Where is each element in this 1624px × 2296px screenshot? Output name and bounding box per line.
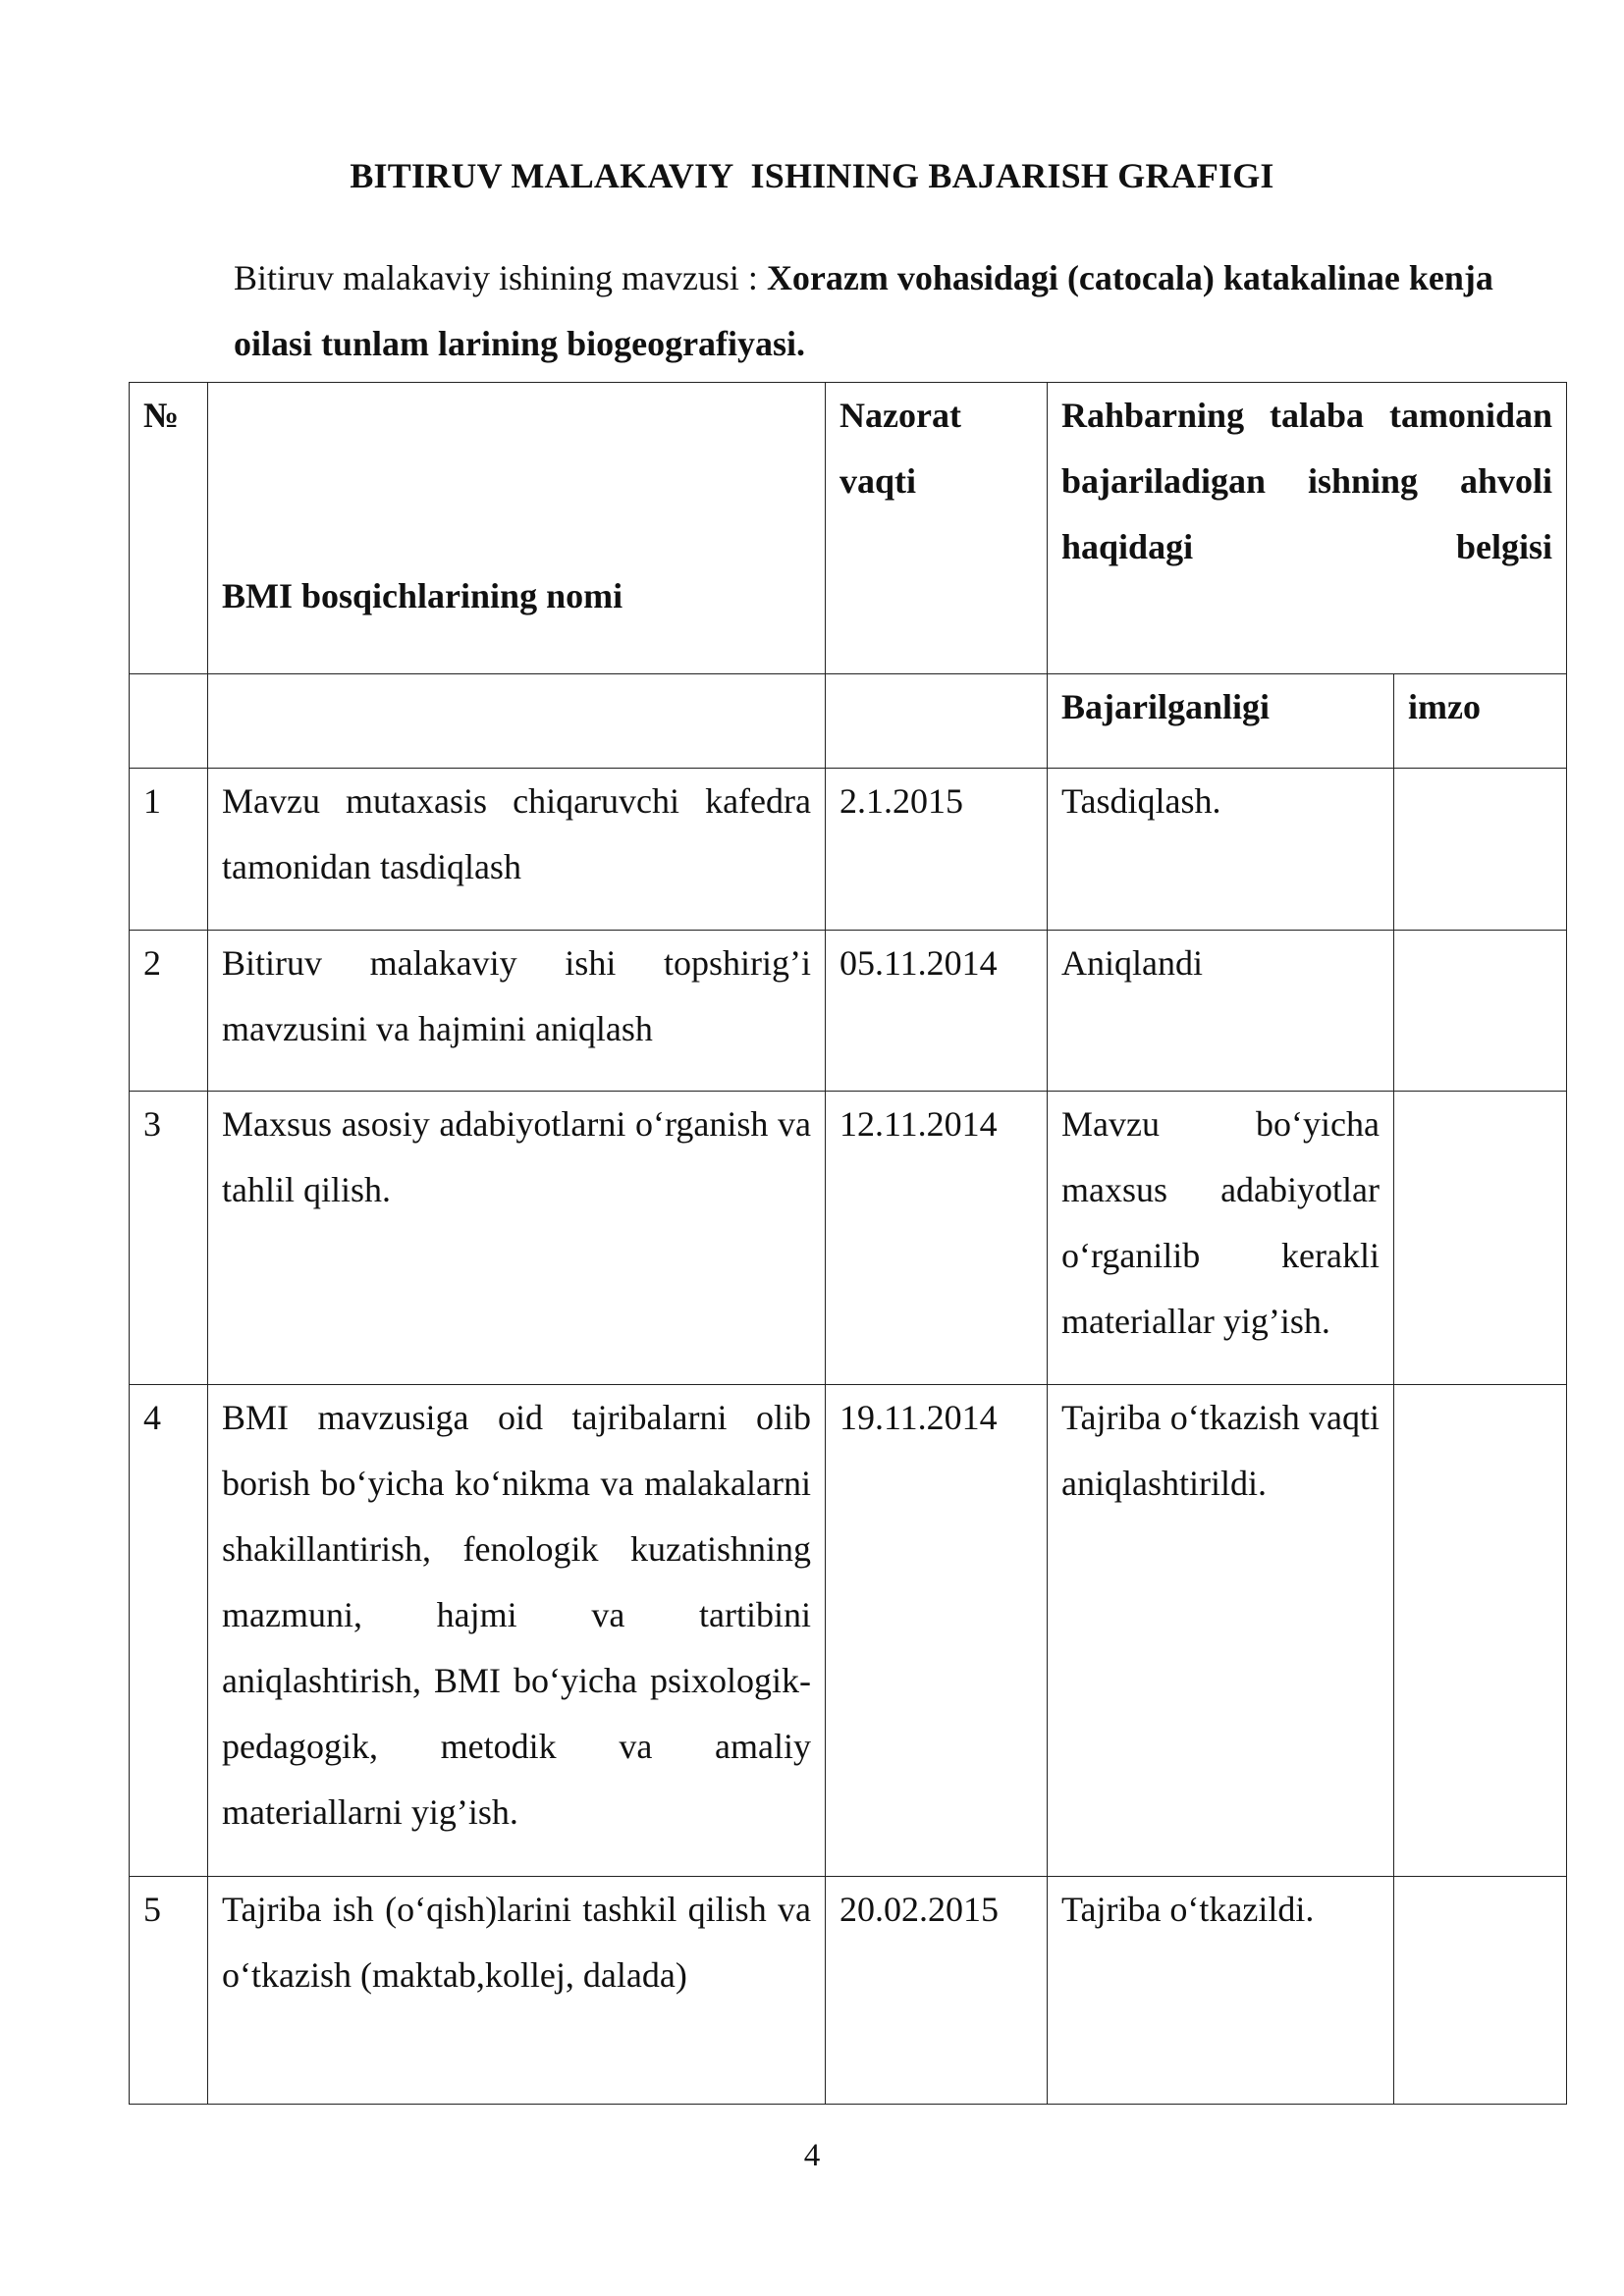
- row-signature: [1394, 1092, 1567, 1385]
- row-signature: [1394, 1385, 1567, 1877]
- header-signature: imzo: [1394, 674, 1567, 769]
- row-stage: Mavzu mutaxasis chiqaruvchi kafedra tamonidan tasdiqlash: [208, 769, 826, 931]
- row-completion: Tajriba o‘tkazildi.: [1048, 1877, 1394, 2105]
- table-row: [130, 769, 1567, 931]
- row-number: 1: [130, 769, 208, 931]
- page-number: 4: [803, 2138, 821, 2173]
- document-title: BITIRUV MALAKAVIY ISHINING BAJARISH GRAFIGI: [350, 156, 1274, 195]
- subheader-empty-cell: [130, 674, 208, 769]
- row-number: 3: [130, 1092, 208, 1385]
- row-date: 19.11.2014: [826, 1385, 1048, 1877]
- row-date: 2.1.2015: [826, 769, 1048, 931]
- schedule-table: [129, 382, 1567, 2105]
- row-number: 4: [130, 1385, 208, 1877]
- row-date: 20.02.2015: [826, 1877, 1048, 2105]
- header-completion: Bajarilganligi: [1048, 674, 1394, 769]
- row-date: 05.11.2014: [826, 931, 1048, 1092]
- row-signature: [1394, 931, 1567, 1092]
- thesis-subject: [234, 245, 1540, 377]
- row-completion: Aniqlandi: [1048, 931, 1394, 1092]
- table-header-row: [130, 383, 1567, 674]
- row-signature: [1394, 1877, 1567, 2105]
- table-row: [130, 1877, 1567, 2105]
- table-subheader-row: [130, 674, 1567, 769]
- table-row: [130, 1385, 1567, 1877]
- row-stage: BMI mavzusiga oid tajribalarni olib borish bo‘yicha ko‘nikma va malakalarni shakillantirish, fenologik kuzatishning mazmuni, hajmi va tartibini aniqlashtirish, BMI bo‘yicha psixologik-pedagogik, metodik va amaliy materiallarni yig’ish.: [208, 1385, 826, 1877]
- subject-value: Xorazm vohasidagi (catocala) katakalinae kenja oilasi tunlam larining biogeografiyasi.: [234, 258, 1493, 363]
- subheader-empty-cell: [208, 674, 826, 769]
- header-stage-name: BMI bosqichlarining nomi: [208, 383, 826, 674]
- row-number: 2: [130, 931, 208, 1092]
- row-stage: Maxsus asosiy adabiyotlarni o‘rganish va tahlil qilish.: [208, 1092, 826, 1385]
- header-number: №: [130, 383, 208, 674]
- row-stage: Tajriba ish (o‘qish)larini tashkil qilish va o‘tkazish (maktab,kollej, dalada): [208, 1877, 826, 2105]
- row-signature: [1394, 769, 1567, 931]
- table-row: [130, 931, 1567, 1092]
- subject-label: Bitiruv malakaviy ishining mavzusi :: [234, 258, 767, 297]
- row-stage: Bitiruv malakaviy ishi topshirig’i mavzusini va hajmini aniqlash: [208, 931, 826, 1092]
- subheader-empty-cell: [826, 674, 1048, 769]
- row-number: 5: [130, 1877, 208, 2105]
- row-completion: Tasdiqlash.: [1048, 769, 1394, 931]
- row-completion: Tajriba o‘tkazish vaqti aniqlashtirildi.: [1048, 1385, 1394, 1877]
- table-row: [130, 1092, 1567, 1385]
- row-date: 12.11.2014: [826, 1092, 1048, 1385]
- header-supervisor-mark: Rahbarning talaba tamonidan bajariladigan ishning ahvoli haqidagi belgisi: [1048, 383, 1567, 674]
- row-completion: Mavzu bo‘yicha maxsus adabiyotlar o‘rganilib kerakli materiallar yig’ish.: [1048, 1092, 1394, 1385]
- header-control-time: Nazorat vaqti: [826, 383, 1048, 674]
